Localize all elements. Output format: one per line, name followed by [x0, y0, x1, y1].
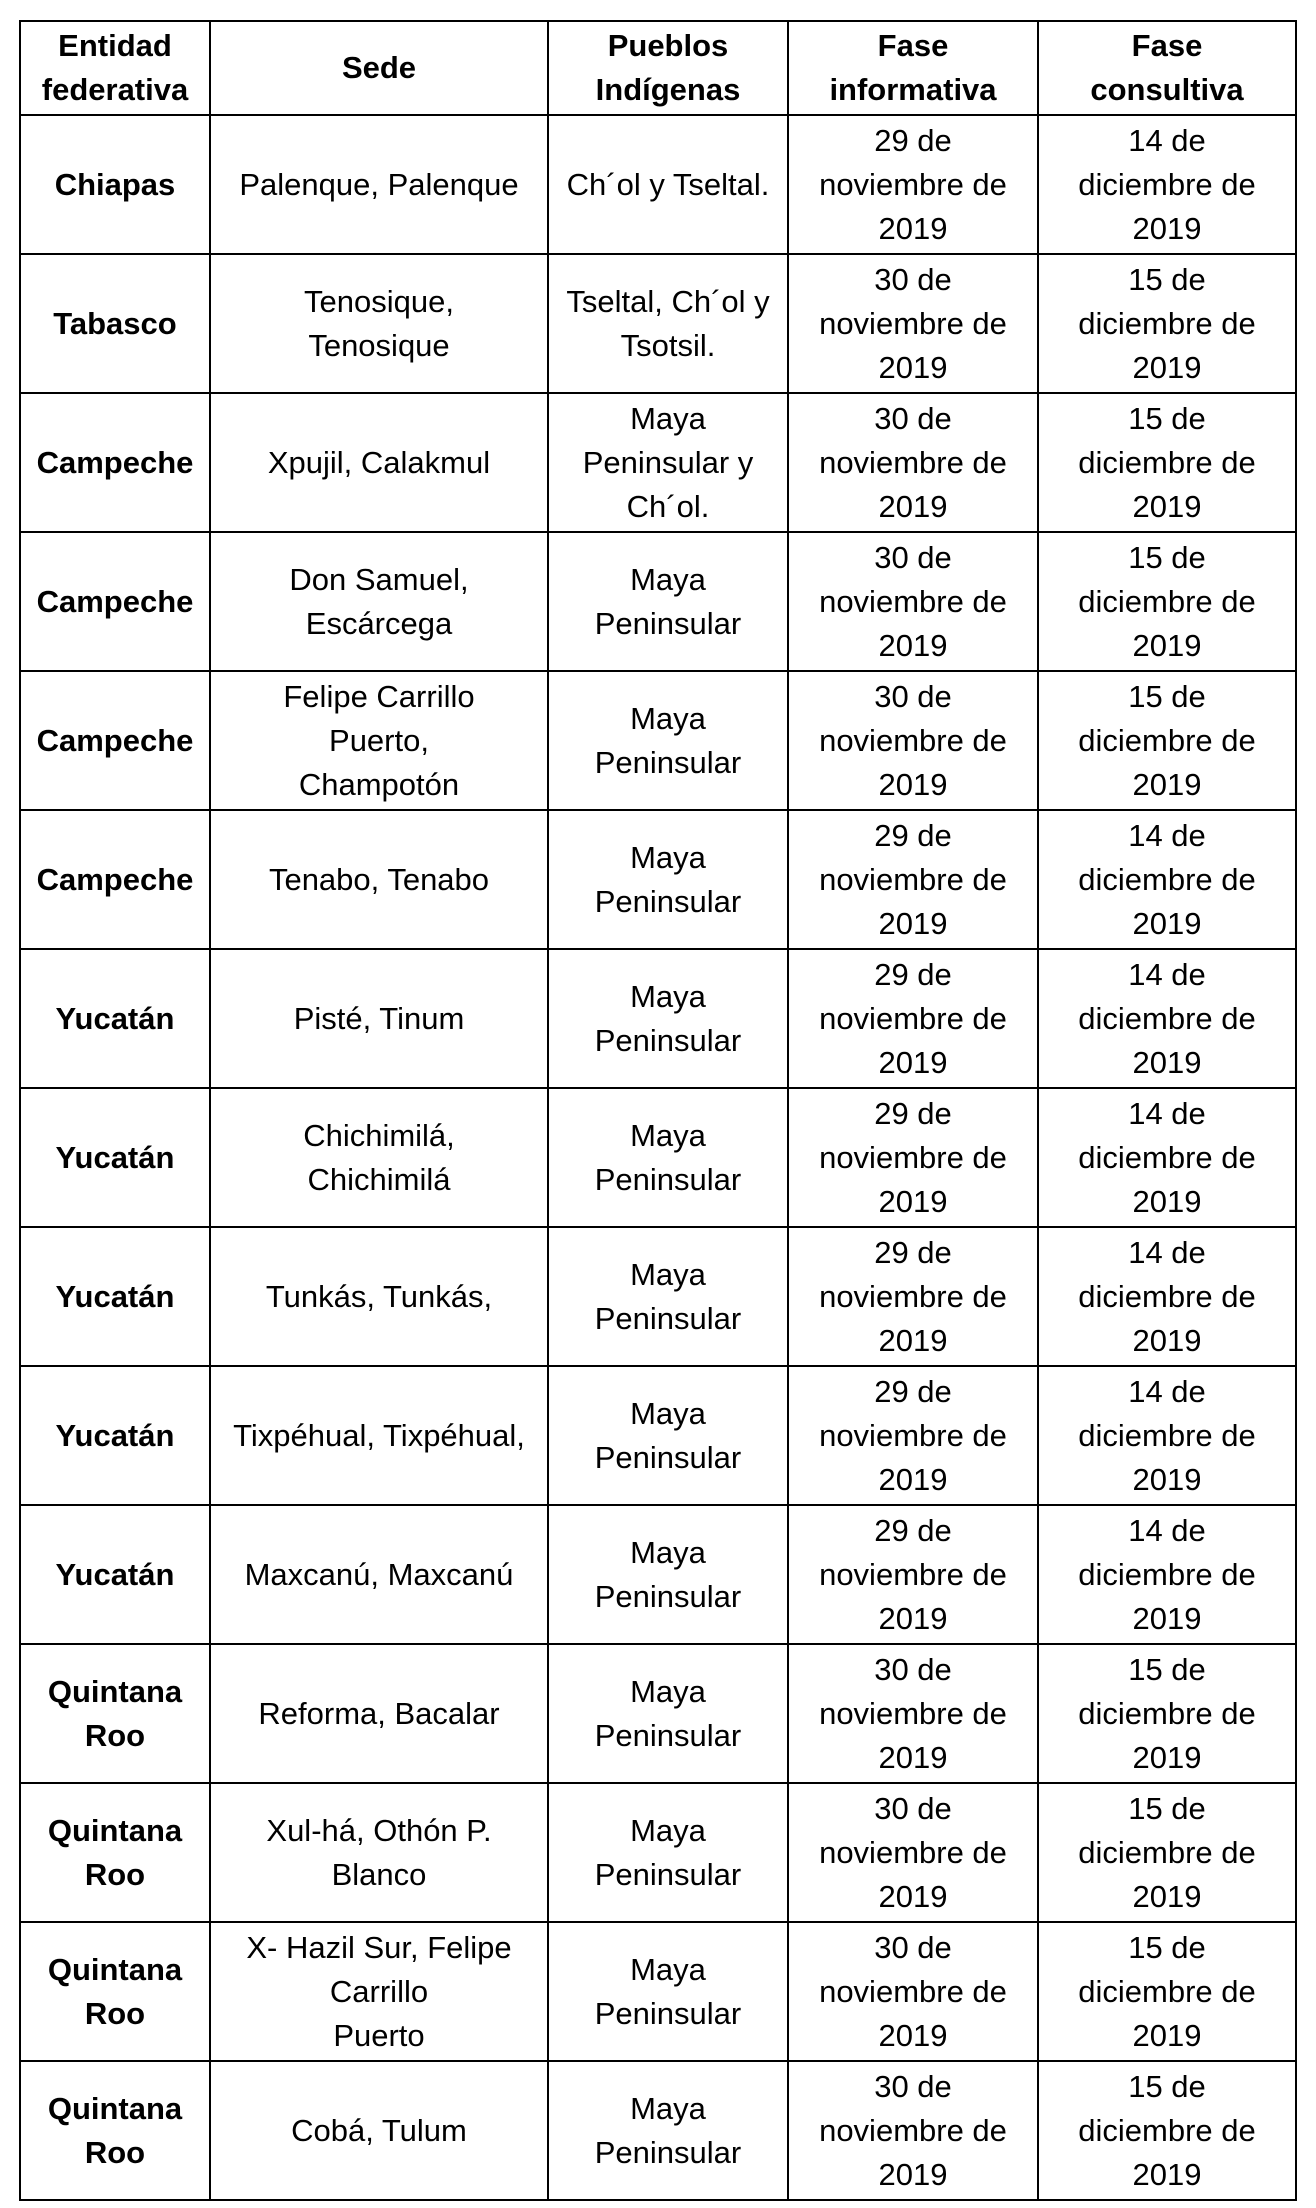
cell-entidad: Campeche [20, 532, 210, 671]
table-row [20, 393, 1296, 532]
cell-pueblos: Maya Peninsular [548, 1366, 788, 1505]
cell-sede: Xul-há, Othón P. Blanco [210, 1783, 548, 1922]
table-body [20, 115, 1296, 2200]
table-row [20, 1644, 1296, 1783]
cell-fase-consultiva: 15 de diciembre de 2019 [1038, 1783, 1296, 1922]
cell-pueblos: Maya Peninsular [548, 1644, 788, 1783]
cell-fase-consultiva: 15 de diciembre de 2019 [1038, 532, 1296, 671]
cell-entidad: Quintana Roo [20, 1922, 210, 2061]
cell-sede: Palenque, Palenque [210, 115, 548, 254]
cell-fase-consultiva: 15 de diciembre de 2019 [1038, 1922, 1296, 2061]
header-pueblos-indigenas: Pueblos Indígenas [548, 21, 788, 115]
cell-fase-informativa: 30 de noviembre de 2019 [788, 532, 1038, 671]
table-row [20, 1505, 1296, 1644]
cell-pueblos: Maya Peninsular [548, 1088, 788, 1227]
table-row [20, 1227, 1296, 1366]
cell-fase-informativa: 30 de noviembre de 2019 [788, 254, 1038, 393]
cell-entidad: Tabasco [20, 254, 210, 393]
cell-fase-informativa: 30 de noviembre de 2019 [788, 2061, 1038, 2200]
cell-sede: Felipe Carrillo Puerto, Champotón [210, 671, 548, 810]
table-header [20, 21, 1296, 115]
cell-fase-informativa: 29 de noviembre de 2019 [788, 1505, 1038, 1644]
header-fase-consultiva: Fase consultiva [1038, 21, 1296, 115]
cell-fase-informativa: 30 de noviembre de 2019 [788, 1922, 1038, 2061]
cell-entidad: Chiapas [20, 115, 210, 254]
cell-fase-consultiva: 14 de diciembre de 2019 [1038, 1505, 1296, 1644]
header-sede: Sede [210, 21, 548, 115]
cell-fase-consultiva: 14 de diciembre de 2019 [1038, 949, 1296, 1088]
cell-pueblos: Maya Peninsular [548, 1922, 788, 2061]
consultation-schedule-table [19, 20, 1297, 2201]
cell-entidad: Campeche [20, 810, 210, 949]
table-row [20, 810, 1296, 949]
cell-entidad: Yucatán [20, 949, 210, 1088]
cell-fase-informativa: 30 de noviembre de 2019 [788, 1644, 1038, 1783]
cell-sede: X- Hazil Sur, Felipe Carrillo Puerto [210, 1922, 548, 2061]
cell-fase-informativa: 29 de noviembre de 2019 [788, 115, 1038, 254]
cell-pueblos: Tseltal, Ch´ol y Tsotsil. [548, 254, 788, 393]
cell-pueblos: Maya Peninsular [548, 1505, 788, 1644]
cell-pueblos: Maya Peninsular [548, 532, 788, 671]
cell-fase-informativa: 29 de noviembre de 2019 [788, 949, 1038, 1088]
cell-pueblos: Maya Peninsular y Ch´ol. [548, 393, 788, 532]
cell-sede: Chichimilá, Chichimilá [210, 1088, 548, 1227]
cell-pueblos: Maya Peninsular [548, 810, 788, 949]
cell-fase-consultiva: 14 de diciembre de 2019 [1038, 115, 1296, 254]
cell-pueblos: Maya Peninsular [548, 1783, 788, 1922]
cell-fase-consultiva: 14 de diciembre de 2019 [1038, 1227, 1296, 1366]
cell-fase-consultiva: 14 de diciembre de 2019 [1038, 810, 1296, 949]
cell-fase-consultiva: 14 de diciembre de 2019 [1038, 1088, 1296, 1227]
table-row [20, 1922, 1296, 2061]
cell-sede: Tixpéhual, Tixpéhual, [210, 1366, 548, 1505]
cell-sede: Tunkás, Tunkás, [210, 1227, 548, 1366]
cell-sede: Reforma, Bacalar [210, 1644, 548, 1783]
cell-entidad: Quintana Roo [20, 1644, 210, 1783]
cell-fase-informativa: 30 de noviembre de 2019 [788, 393, 1038, 532]
cell-fase-informativa: 30 de noviembre de 2019 [788, 1783, 1038, 1922]
cell-entidad: Yucatán [20, 1227, 210, 1366]
table-row [20, 115, 1296, 254]
table-row [20, 671, 1296, 810]
table-row [20, 1366, 1296, 1505]
cell-entidad: Quintana Roo [20, 2061, 210, 2200]
table-row [20, 1088, 1296, 1227]
cell-entidad: Campeche [20, 393, 210, 532]
header-entidad-federativa: Entidad federativa [20, 21, 210, 115]
cell-entidad: Yucatán [20, 1088, 210, 1227]
cell-pueblos: Maya Peninsular [548, 1227, 788, 1366]
cell-fase-consultiva: 15 de diciembre de 2019 [1038, 2061, 1296, 2200]
cell-fase-informativa: 29 de noviembre de 2019 [788, 1088, 1038, 1227]
table-row [20, 2061, 1296, 2200]
cell-sede: Tenosique, Tenosique [210, 254, 548, 393]
cell-fase-consultiva: 15 de diciembre de 2019 [1038, 254, 1296, 393]
cell-sede: Pisté, Tinum [210, 949, 548, 1088]
cell-sede: Xpujil, Calakmul [210, 393, 548, 532]
cell-fase-informativa: 29 de noviembre de 2019 [788, 1227, 1038, 1366]
cell-fase-consultiva: 15 de diciembre de 2019 [1038, 393, 1296, 532]
cell-fase-consultiva: 15 de diciembre de 2019 [1038, 671, 1296, 810]
cell-fase-informativa: 29 de noviembre de 2019 [788, 810, 1038, 949]
cell-fase-informativa: 30 de noviembre de 2019 [788, 671, 1038, 810]
cell-entidad: Campeche [20, 671, 210, 810]
cell-pueblos: Ch´ol y Tseltal. [548, 115, 788, 254]
cell-fase-consultiva: 14 de diciembre de 2019 [1038, 1366, 1296, 1505]
table-row [20, 949, 1296, 1088]
cell-fase-informativa: 29 de noviembre de 2019 [788, 1366, 1038, 1505]
cell-pueblos: Maya Peninsular [548, 2061, 788, 2200]
cell-entidad: Yucatán [20, 1505, 210, 1644]
cell-entidad: Quintana Roo [20, 1783, 210, 1922]
cell-pueblos: Maya Peninsular [548, 671, 788, 810]
table-row [20, 1783, 1296, 1922]
table-row [20, 254, 1296, 393]
cell-fase-consultiva: 15 de diciembre de 2019 [1038, 1644, 1296, 1783]
cell-sede: Tenabo, Tenabo [210, 810, 548, 949]
cell-pueblos: Maya Peninsular [548, 949, 788, 1088]
cell-sede: Don Samuel, Escárcega [210, 532, 548, 671]
cell-entidad: Yucatán [20, 1366, 210, 1505]
header-fase-informativa: Fase informativa [788, 21, 1038, 115]
header-row [20, 21, 1296, 115]
table-row [20, 532, 1296, 671]
cell-sede: Cobá, Tulum [210, 2061, 548, 2200]
cell-sede: Maxcanú, Maxcanú [210, 1505, 548, 1644]
